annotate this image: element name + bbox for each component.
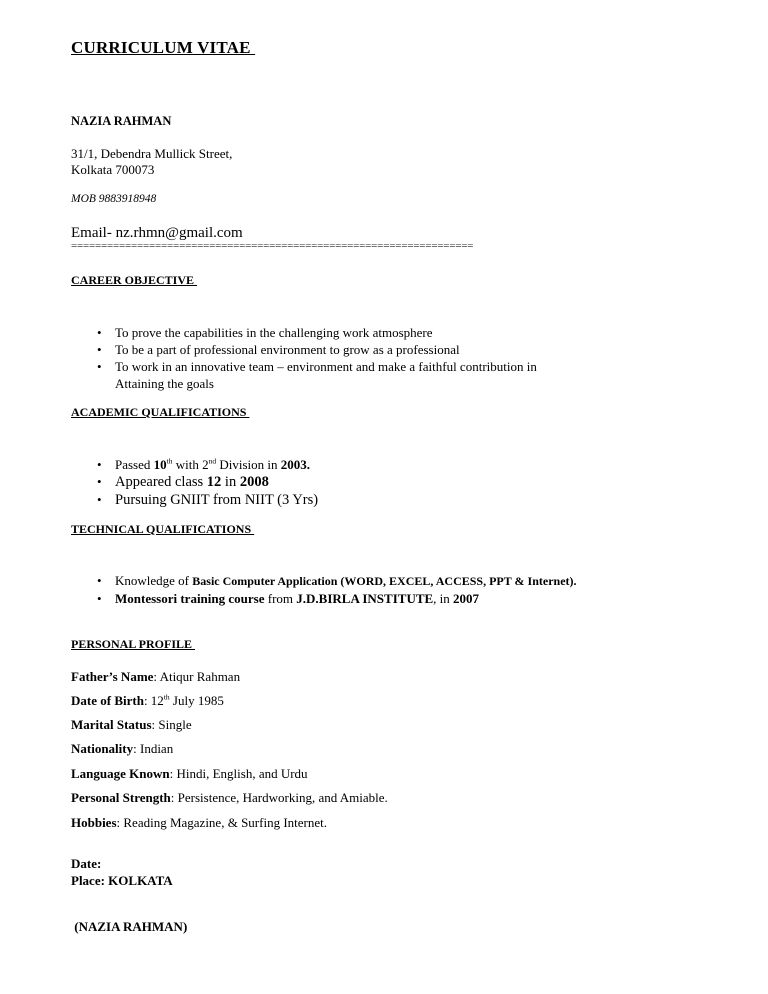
- academic-heading: ACADEMIC QUALIFICATIONS: [71, 405, 250, 419]
- place-label: Place: KOLKATA: [71, 873, 173, 888]
- father-name-row: Father’s Name: Atiqur Rahman: [71, 669, 241, 684]
- bullet-icon: •: [97, 325, 102, 340]
- signature-name: (NAZIA RAHMAN): [71, 919, 188, 934]
- date-of-birth-row: Date of Birth: 12th July 1985: [71, 692, 224, 708]
- technical-list: [97, 572, 657, 607]
- bullet-icon: •: [97, 342, 102, 357]
- language-row: Language Known: Hindi, English, and Urdu: [71, 766, 308, 781]
- divider-line: ===================================================================: [71, 240, 474, 252]
- date-label: Date:: [71, 856, 102, 871]
- list-item: • Pursuing GNIIT from NIIT (3 Yrs): [97, 492, 319, 508]
- technical-heading: TECHNICAL QUALIFICATIONS: [71, 522, 255, 536]
- bullet-icon: •: [97, 474, 102, 489]
- list-item: • To be a part of professional environment to grow as a professional: [97, 342, 460, 357]
- list-item: • To work in an innovative team – environment and make a faithful contribution in Attaining the goals: [97, 359, 537, 391]
- bullet-icon: •: [97, 591, 102, 606]
- list-item: • Montessori training course from J.D.BIRLA INSTITUTE, in 2007: [97, 591, 480, 606]
- bullet-icon: •: [97, 573, 102, 588]
- address-line-2: Kolkata 700073: [71, 162, 155, 177]
- bullet-icon: •: [97, 492, 102, 507]
- academic-list: [97, 456, 657, 509]
- list-item: • Knowledge of Basic Computer Application (WORD, EXCEL, ACCESS, PPT & Internet).: [97, 573, 577, 588]
- hobbies-row: Hobbies: Reading Magazine, & Surfing Internet.: [71, 815, 327, 830]
- bullet-icon: •: [97, 457, 102, 472]
- career-objective-heading: CAREER OBJECTIVE: [71, 273, 198, 287]
- email-address: Email- nz.rhmn@gmail.com: [71, 225, 243, 241]
- personal-strength-row: Personal Strength: Persistence, Hardworking, and Amiable.: [71, 790, 388, 805]
- nationality-row: Nationality: Indian: [71, 741, 174, 756]
- marital-status-row: Marital Status: Single: [71, 717, 192, 732]
- list-item: • To prove the capabilities in the challenging work atmosphere: [97, 325, 433, 340]
- list-item: • Appeared class 12 in 2008: [97, 474, 269, 490]
- personal-profile-heading: PERSONAL PROFILE: [71, 637, 196, 651]
- address-line-1: 31/1, Debendra Mullick Street,: [71, 146, 233, 161]
- bullet-icon: •: [97, 359, 102, 374]
- career-objective-list: [97, 324, 657, 392]
- mobile-number: MOB 9883918948: [71, 193, 157, 205]
- list-item: • Passed 10th with 2nd Division in 2003.: [97, 456, 311, 472]
- document-title: CURRICULUM VITAE: [71, 38, 256, 57]
- applicant-name: NAZIA RAHMAN: [71, 114, 172, 128]
